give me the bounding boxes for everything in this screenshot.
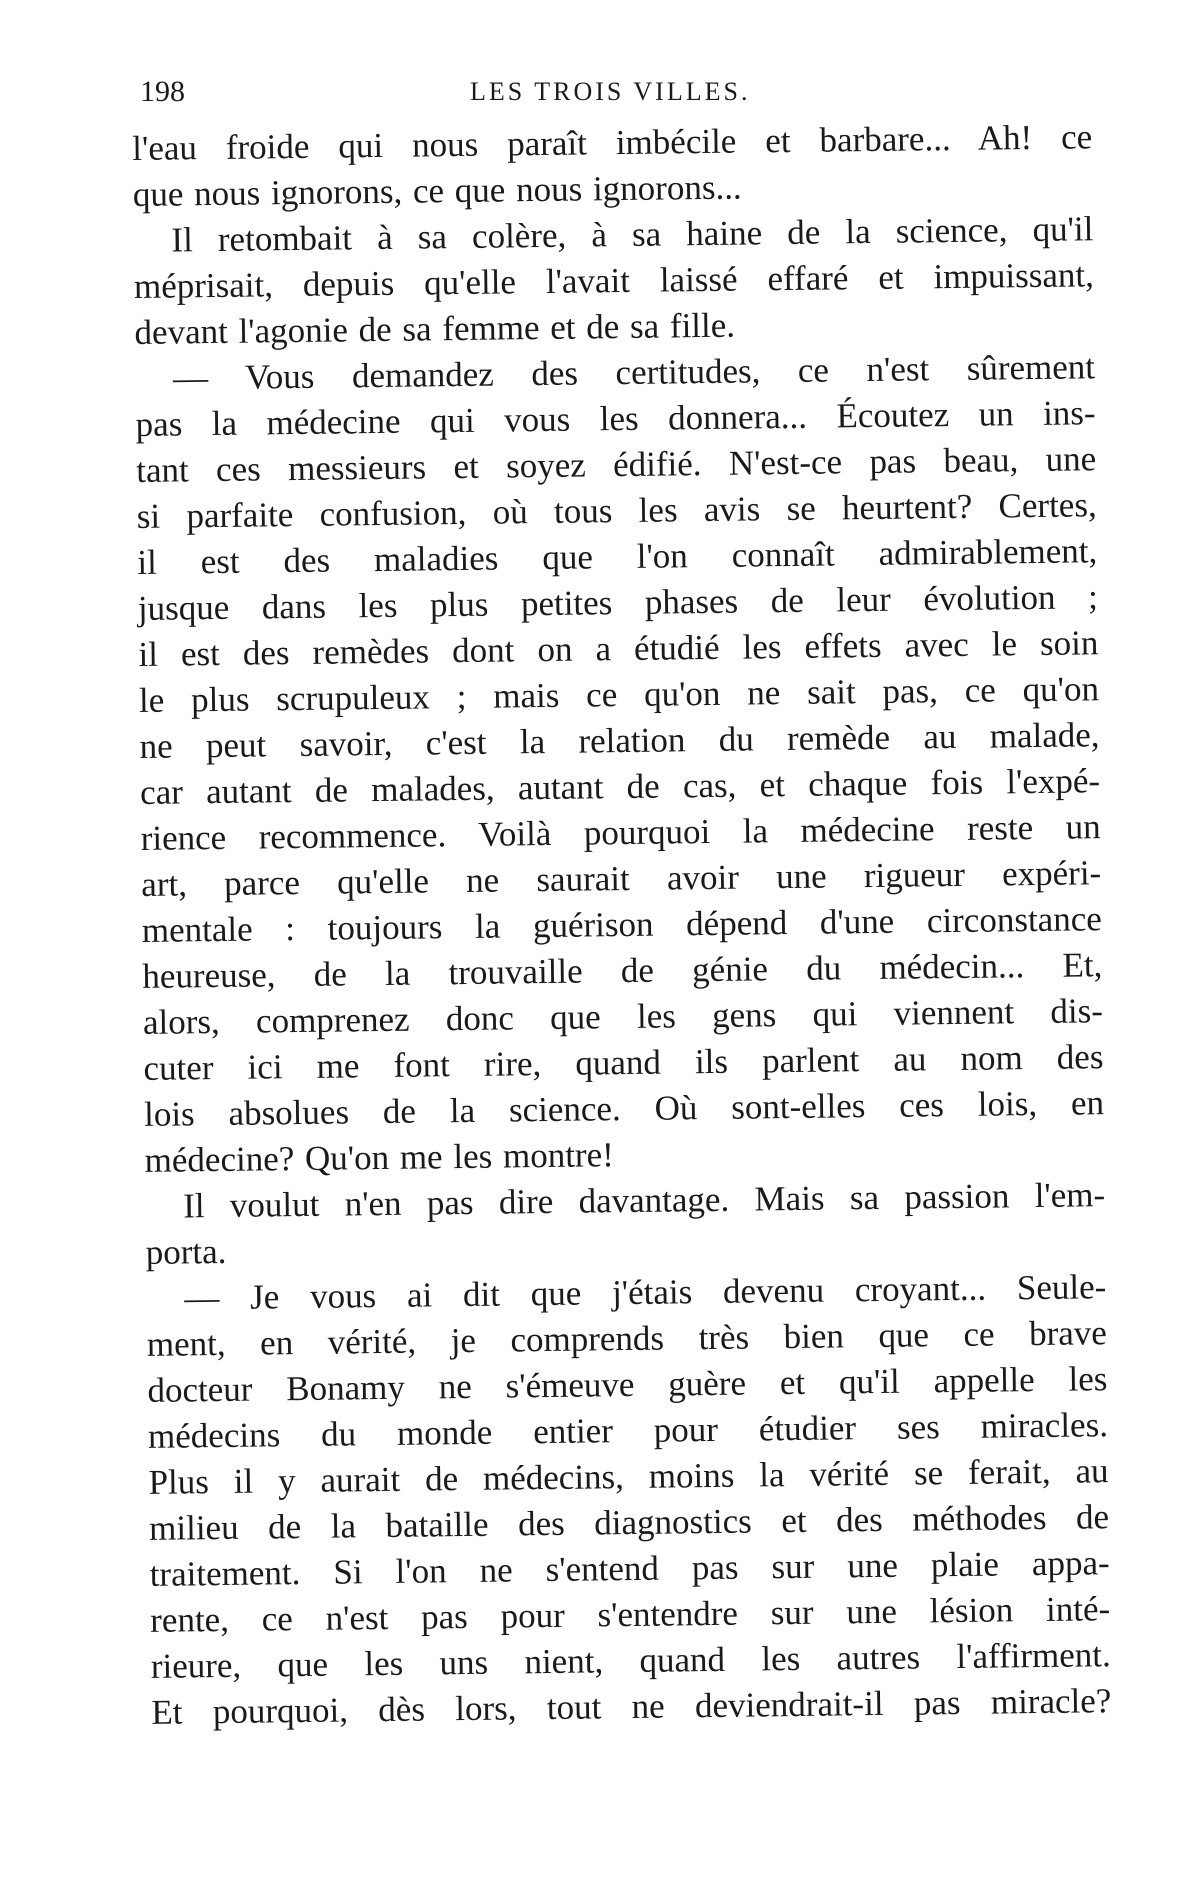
text-line: devant l'agonie de sa femme et de sa fille. [134, 305, 736, 352]
text-line: le plus scrupuleux ; mais ce qu'on ne sait pas, ce qu'on [138, 669, 1100, 720]
text-line: jusque dans les plus petites phases de leur évolution ; [137, 577, 1099, 628]
text-line: ment, en vérité, je comprends très bien que ce brave [146, 1313, 1108, 1364]
text-line: l'eau froide qui nous paraît imbécile et barbare... Ah! ce [132, 117, 1093, 168]
text-line: heureuse, de la trouvaille de génie du médecin... Et, [142, 945, 1103, 996]
text-line: alors, comprenez donc que les gens qui viennent dis- [142, 991, 1104, 1042]
text-line: que nous ignorons, ce que nous ignorons... [132, 167, 742, 214]
text-line: — Je vous ai dit que j'étais devenu croyant... Seule- [184, 1267, 1107, 1318]
text-line: si parfaite confusion, où tous les avis se heurtent? Certes, [136, 485, 1097, 536]
text-line: pas la médecine qui vous les donnera... Écoutez un ins- [135, 393, 1096, 444]
text-line: tant ces messieurs et soyez édifié. N'est-ce pas beau, une [135, 439, 1097, 490]
text-line: ne peut savoir, c'est la relation du remède au malade, [139, 715, 1100, 766]
page-number: 198 [140, 75, 185, 108]
text-line: rente, ce n'est pas pour s'entendre sur une lésion inté- [150, 1589, 1111, 1640]
text-line: mentale : toujours la guérison dépend d'une circonstance [141, 899, 1102, 950]
running-title: LES TROIS VILLES. [470, 77, 751, 106]
text-line: traitement. Si l'on ne s'entend pas sur une plaie appa- [149, 1543, 1110, 1594]
text-line: cuter ici me font rire, quand ils parlent au nom des [143, 1037, 1104, 1088]
text-line: il est des maladies que l'on connaît admirablement, [137, 531, 1098, 582]
text-line: car autant de malades, autant de cas, et chaque fois l'expé- [139, 761, 1101, 812]
text-line: docteur Bonamy ne s'émeuve guère et qu'il appelle les [147, 1359, 1108, 1410]
text-line: art, parce qu'elle ne saurait avoir une rigueur expéri- [141, 853, 1102, 904]
text-line: médecins du monde entier pour étudier ses miracles. [147, 1405, 1109, 1456]
text-line: il est des remèdes dont on a étudié les effets avec le soin [138, 623, 1099, 674]
text-line: rieure, que les uns nient, quand les autres l'affirment. [150, 1635, 1111, 1686]
text-line: Il voulut n'en pas dire davantage. Mais sa passion l'em- [182, 1175, 1106, 1226]
text-line: rience recommence. Voilà pourquoi la médecine reste un [140, 807, 1101, 858]
text-line: méprisait, depuis qu'elle l'avait laissé effaré et impuissant, [133, 255, 1095, 306]
body-text [132, 114, 1112, 1736]
text-line: — Vous demandez des certitudes, ce n'est sûrement [172, 347, 1096, 398]
text-line: Plus il y aurait de médecins, moins la vérité se ferait, au [148, 1451, 1109, 1502]
text-line: Et pourquoi, dès lors, tout ne deviendrait-il pas miracle? [151, 1681, 1112, 1732]
text-line: milieu de la bataille des diagnostics et des méthodes de [148, 1497, 1110, 1548]
running-head [140, 72, 1100, 112]
text-line: lois absolues de la science. Où sont-elles ces lois, en [143, 1083, 1105, 1134]
text-line: porta. [145, 1231, 227, 1272]
text-line: Il retombait à sa colère, à sa haine de la science, qu'il [171, 209, 1094, 260]
text-line: médecine? Qu'on me les montre! [144, 1135, 614, 1180]
